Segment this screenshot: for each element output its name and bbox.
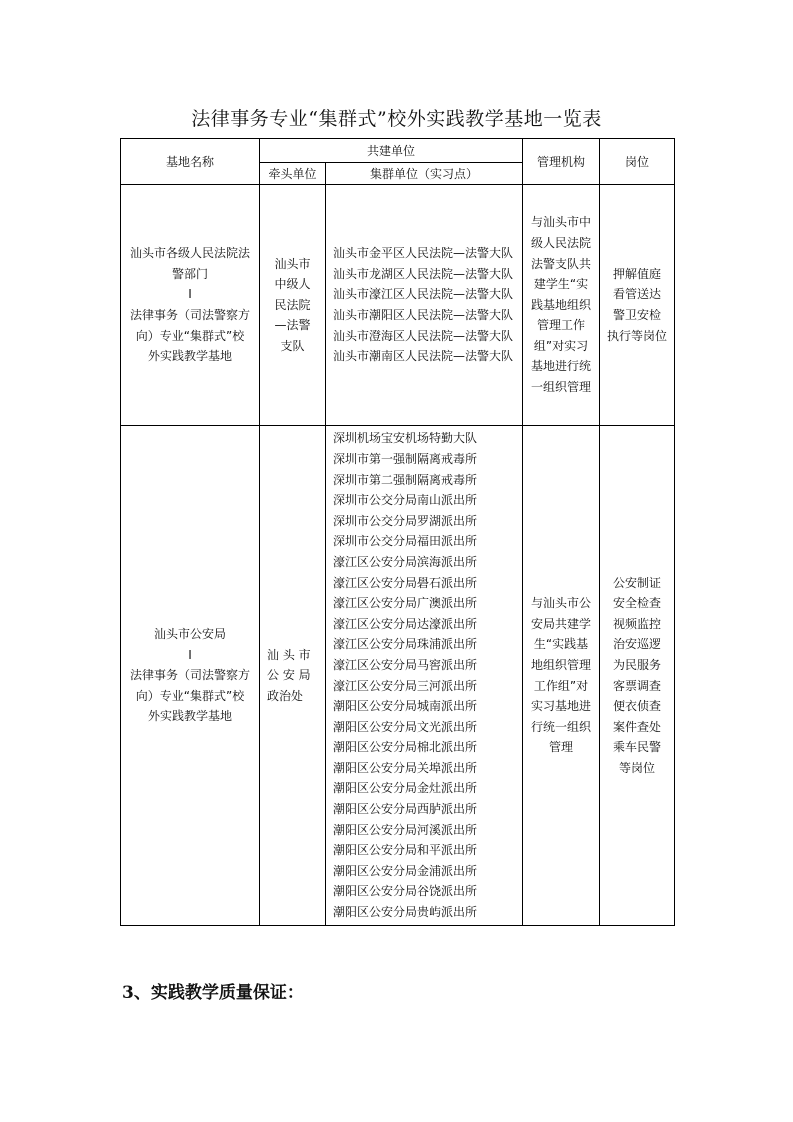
text-line: 押解值庭: [613, 266, 662, 281]
text-line: 客票调查: [613, 678, 662, 693]
text-line: 汕 头 市: [267, 647, 311, 662]
text-line: 公 安 局: [267, 668, 311, 683]
header-lead-unit: 牵头单位: [260, 163, 326, 185]
text-line: 法律事务（司法警察方: [129, 668, 250, 683]
text-line: 与汕头市公: [531, 596, 592, 611]
text-line: 实习基地进: [531, 699, 592, 714]
text-line: 支队: [280, 338, 305, 353]
text-line: 警部门: [171, 266, 208, 281]
lead-unit-cell: [260, 185, 326, 426]
text-line: 政治处: [267, 688, 304, 703]
text-line: 生“实践基: [533, 637, 589, 652]
text-line: 为民服务: [613, 657, 662, 672]
text-line: 汕头市: [274, 256, 311, 271]
text-line: 濠江区公安分局珠浦派出所: [333, 637, 478, 652]
header-cluster-unit: 集群单位（实习点）: [326, 163, 523, 185]
text-line: 警卫安检: [613, 308, 662, 322]
text-line: 濠江区公安分局达濠派出所: [333, 616, 478, 631]
text-line: 深圳机场宝安机场特勤大队: [333, 431, 478, 446]
text-line: —法警: [274, 318, 311, 333]
text-line: 案件查处: [613, 719, 662, 734]
management-cell: [523, 426, 600, 926]
text-line: 与汕头市中: [531, 215, 592, 230]
text-line: 级人民法院: [531, 235, 592, 250]
page-title: 法律事务专业“集群式”校外实践教学基地一览表: [191, 108, 602, 130]
text-line: 向）专业“集群式”校: [135, 688, 245, 703]
text-line: 潮阳区公安分局贵屿派出所: [333, 905, 478, 920]
text-line: 便衣侦查: [613, 699, 662, 714]
cluster-units-cell: [326, 426, 523, 926]
text-line: 管理: [549, 740, 574, 755]
text-line: 外实践教学基地: [147, 349, 232, 364]
text-line: 执行等岗位: [607, 328, 668, 343]
text-line: 潮阳区公安分局金灶派出所: [333, 781, 478, 796]
text-line: 等岗位: [619, 760, 656, 775]
text-line: 安局共建学: [531, 616, 592, 631]
lead-unit-cell: [260, 426, 326, 926]
cluster-units-cell: [326, 185, 523, 426]
text-line: 潮阳区公安分局城南派出所: [333, 699, 478, 714]
text-line: 管理工作: [537, 318, 586, 333]
text-line: 潮阳区公安分局和平派出所: [333, 843, 478, 858]
text-line: 濠江区公安分局马窖派出所: [333, 657, 478, 672]
text-line: 乘车民警: [613, 740, 662, 755]
practice-base-table: [120, 138, 675, 926]
text-line: I: [188, 287, 192, 302]
text-line: 深圳市第二强制隔离戒毒所: [333, 472, 478, 487]
table-row: [121, 185, 675, 426]
text-line: 地组织管理: [531, 657, 592, 672]
text-line: I: [188, 647, 192, 662]
text-line: 法警支队共: [531, 256, 592, 271]
text-line: 潮阳区公安分局金浦派出所: [333, 863, 478, 878]
text-line: 汕头市公安局: [153, 627, 226, 642]
text-line: 建学生“实: [533, 277, 589, 292]
text-line: 深圳市公交分局福田派出所: [333, 534, 478, 549]
text-line: 汕头市各级人民法院法: [129, 246, 250, 261]
text-line: 潮阳区公安分局河溪派出所: [333, 822, 478, 837]
position-cell: [600, 426, 675, 926]
text-line: 看管送达: [613, 287, 662, 302]
text-line: 法律事务（司法警察方: [129, 308, 250, 322]
text-line: 潮阳区公安分局谷饶派出所: [333, 884, 478, 899]
text-line: 组”对实习: [533, 338, 589, 353]
text-line: 治安巡逻: [613, 637, 662, 652]
text-line: 视频监控: [613, 616, 662, 631]
text-line: 一组织管理: [531, 380, 592, 395]
text-line: 濠江区公安分局广澳派出所: [333, 596, 478, 611]
text-line: 外实践教学基地: [147, 709, 232, 724]
section-heading: 3、实践教学质量保证：: [122, 983, 304, 1003]
text-line: 基地进行统: [531, 359, 592, 374]
text-line: 汕头市潮南区人民法院—法警大队: [333, 349, 514, 364]
text-line: 潮阳区公安分局棉北派出所: [333, 740, 478, 755]
text-line: 汕头市澄海区人民法院—法警大队: [333, 328, 514, 343]
base-name-cell: [121, 426, 260, 926]
text-line: 濠江区公安分局三河派出所: [333, 678, 478, 693]
text-line: 汕头市金平区人民法院—法警大队: [333, 246, 514, 261]
text-line: 安全检查: [613, 596, 662, 611]
text-line: 公安制证: [613, 575, 662, 590]
text-line: 深圳市公交分局南山派出所: [333, 493, 478, 508]
text-line: 践基地组织: [531, 297, 592, 312]
text-line: 潮阳区公安分局文光派出所: [333, 719, 478, 734]
text-line: 深圳市第一强制隔离戒毒所: [333, 451, 478, 466]
text-line: 潮阳区公安分局西胪派出所: [333, 802, 478, 817]
text-line: 濠江区公安分局滨海派出所: [333, 554, 478, 569]
text-line: 濠江区公安分局礐石派出所: [333, 575, 478, 590]
text-line: 民法院: [274, 297, 311, 312]
header-base-name: 基地名称: [121, 139, 260, 185]
header-position: 岗位: [600, 139, 675, 185]
text-line: 深圳市公交分局罗湖派出所: [333, 513, 478, 528]
management-cell: [523, 185, 600, 426]
header-management: 管理机构: [523, 139, 600, 185]
text-line: 中级人: [274, 277, 311, 292]
table-row: [121, 426, 675, 926]
text-line: 行统一组织: [531, 719, 592, 734]
position-cell: [600, 185, 675, 426]
text-line: 汕头市龙湖区人民法院—法警大队: [333, 266, 514, 281]
base-name-cell: [121, 185, 260, 426]
text-line: 向）专业“集群式”校: [135, 328, 245, 343]
text-line: 汕头市濠江区人民法院—法警大队: [333, 287, 514, 302]
text-line: 汕头市潮阳区人民法院—法警大队: [333, 308, 514, 322]
header-co-build: 共建单位: [260, 139, 523, 163]
text-line: 工作组”对: [533, 678, 589, 693]
text-line: 潮阳区公安分局关埠派出所: [333, 760, 478, 775]
